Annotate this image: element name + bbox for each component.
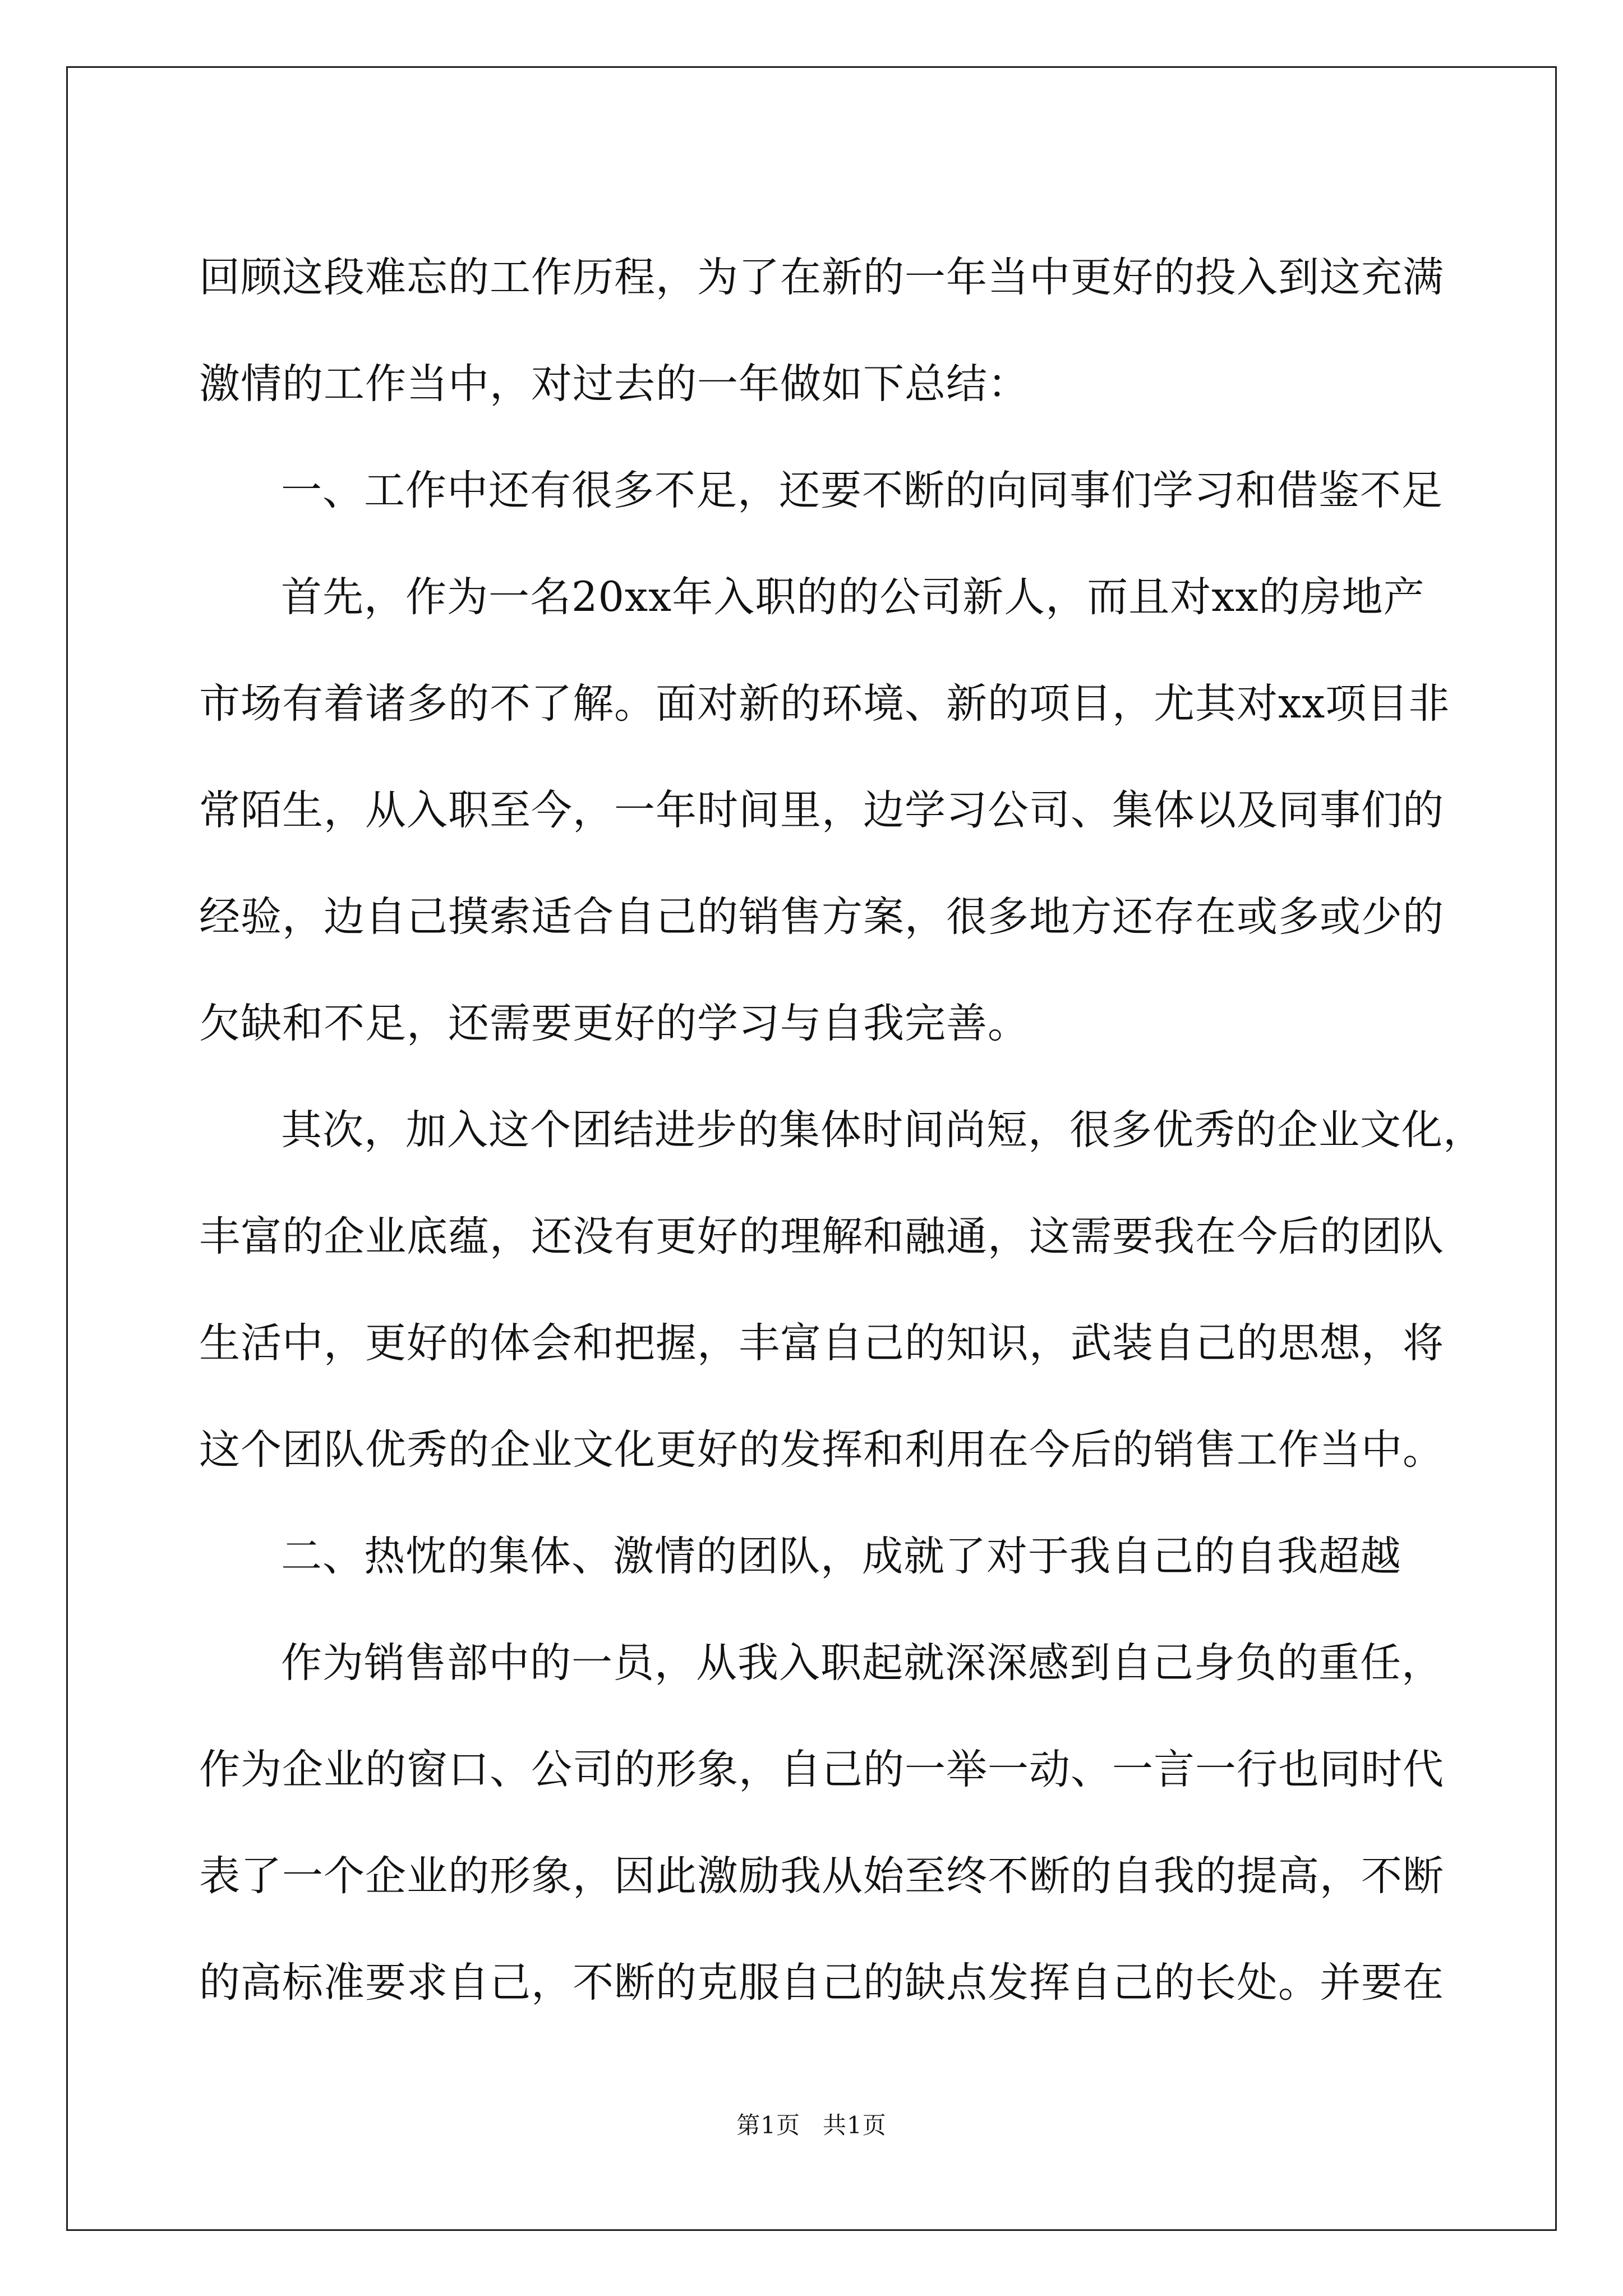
text-line: 生活中，更好的体会和把握，丰富自己的知识，武装自己的思想，将 xyxy=(199,1319,1444,1367)
text-line: 其次，加入这个团结进步的集体时间尚短，很多优秀的企业文化， xyxy=(281,1106,1484,1154)
text-line: 这个团队优秀的企业文化更好的发挥和利用在今后的销售工作当中。 xyxy=(199,1426,1444,1474)
text-line: 作为销售部中的一员，从我入职起就深深感到自己身负的重任， xyxy=(281,1639,1443,1687)
document-body xyxy=(199,224,1484,2036)
text-line: 作为企业的窗口、公司的形象，自己的一举一动、一言一行也同时代 xyxy=(199,1746,1444,1793)
text-line: 首先，作为一名20xx年入职的的公司新人，而且对xx的房地产 xyxy=(281,573,1425,621)
page-footer xyxy=(0,2107,1623,2141)
text-line: 经验，边自己摸索适合自己的销售方案，很多地方还存在或多或少的 xyxy=(199,893,1444,941)
page-total: 共1页 xyxy=(823,2111,887,2139)
text-line: 常陌生，从入职至今，一年时间里，边学习公司、集体以及同事们的 xyxy=(199,786,1444,834)
text-line: 市场有着诸多的不了解。面对新的环境、新的项目，尤其对xx项目非 xyxy=(199,680,1450,728)
text-line: 的高标准要求自己，不断的克服自己的缺点发挥自己的长处。并要在 xyxy=(199,1959,1444,2007)
text-line: 激情的工作当中，对过去的一年做如下总结： xyxy=(199,360,1029,408)
section-heading: 一、工作中还有很多不足，还要不断的向同事们学习和借鉴不足 xyxy=(281,467,1443,514)
text-line: 回顾这段难忘的工作历程，为了在新的一年当中更好的投入到这充满 xyxy=(199,254,1444,301)
page-number: 第1页 xyxy=(736,2111,800,2139)
text-line: 欠缺和不足，还需要更好的学习与自我完善。 xyxy=(199,1000,1029,1047)
text-line: 表了一个企业的形象，因此激励我从始至终不断的自我的提高，不断 xyxy=(199,1852,1444,1900)
section-heading: 二、热忱的集体、激情的团队，成就了对于我自己的自我超越 xyxy=(281,1533,1401,1580)
text-line: 丰富的企业底蕴，还没有更好的理解和融通，这需要我在今后的团队 xyxy=(199,1213,1444,1260)
